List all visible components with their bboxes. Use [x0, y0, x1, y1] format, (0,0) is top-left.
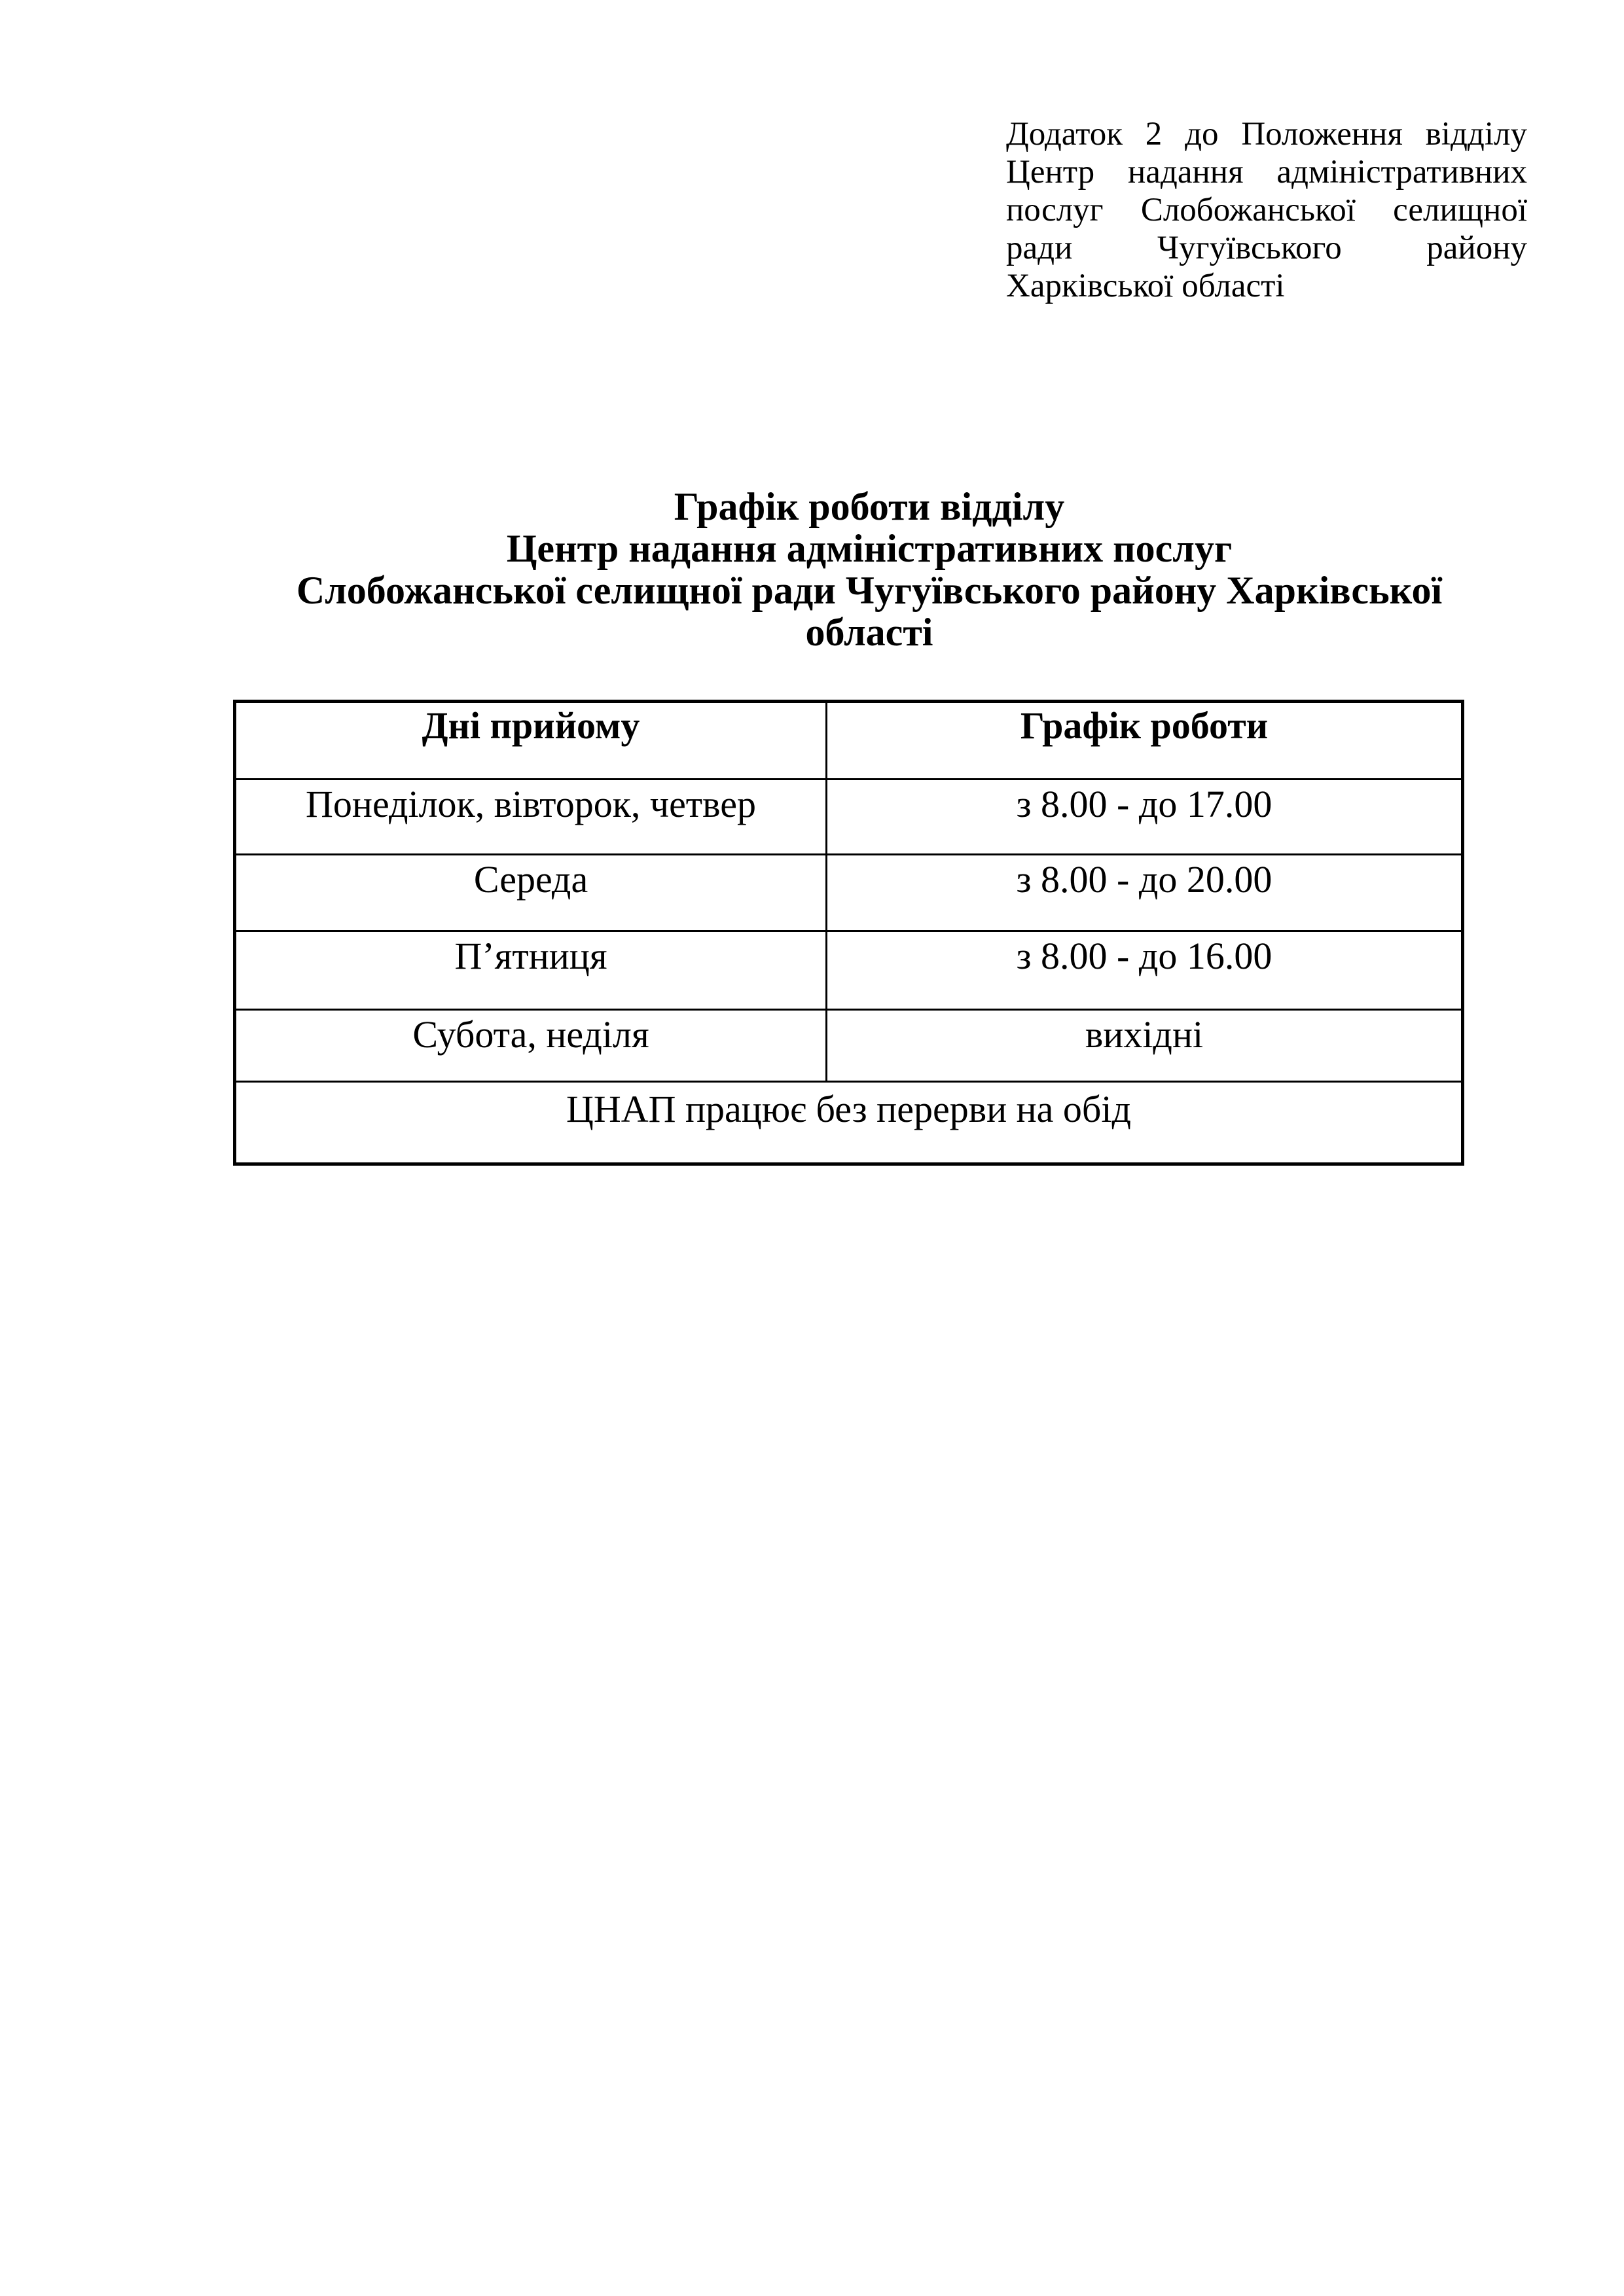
appendix-word: селищної [1393, 192, 1527, 228]
table-footer-cell: ЦНАП працює без перерви на обід [235, 1082, 1463, 1164]
appendix-word: Центр [1006, 154, 1095, 190]
appendix-word: адміністративних [1276, 154, 1527, 190]
appendix-note [1006, 115, 1527, 305]
header-cell-hours: Графік роботи [827, 702, 1463, 780]
appendix-line-4 [1006, 229, 1527, 267]
table-row [235, 855, 1463, 931]
hours-cell: з 8.00 - до 16.00 [827, 931, 1463, 1010]
table-row [235, 780, 1463, 855]
appendix-line-2 [1006, 153, 1527, 191]
appendix-line-3 [1006, 191, 1527, 229]
header-cell-days: Дні прийому [235, 702, 827, 780]
appendix-word: ради [1006, 230, 1073, 266]
hours-cell: вихідні [827, 1010, 1463, 1082]
title-line-2: Центр надання адміністративних послуг [506, 527, 1233, 570]
title-line-3: Слобожанської селищної ради Чугуївського району Харківської області [296, 569, 1443, 654]
appendix-word: району [1426, 230, 1527, 266]
appendix-word: надання [1128, 154, 1244, 190]
day-cell: Середа [235, 855, 827, 931]
day-cell: Субота, неділя [235, 1010, 827, 1082]
table-header-row [235, 702, 1463, 780]
appendix-line-1 [1006, 115, 1527, 153]
table-row [235, 931, 1463, 1010]
appendix-word: 2 [1145, 116, 1163, 152]
appendix-word: відділу [1425, 116, 1527, 152]
appendix-word: послуг [1006, 192, 1104, 228]
schedule-table [233, 700, 1464, 1166]
hours-cell: з 8.00 - до 20.00 [827, 855, 1463, 931]
table-footer-row [235, 1082, 1463, 1164]
document-title [233, 486, 1506, 653]
table-row [235, 1010, 1463, 1082]
day-cell: Понеділок, вівторок, четвер [235, 780, 827, 855]
appendix-word: Положення [1241, 116, 1403, 152]
hours-cell: з 8.00 - до 17.00 [827, 780, 1463, 855]
appendix-word: Додаток [1006, 116, 1123, 152]
appendix-line-5: Харківської області [1006, 268, 1285, 304]
appendix-word: до [1185, 116, 1219, 152]
title-line-1: Графік роботи відділу [674, 485, 1065, 528]
appendix-word: Слобожанської [1140, 192, 1356, 228]
day-cell: П’ятниця [235, 931, 827, 1010]
appendix-word: Чугуївського [1157, 230, 1342, 266]
